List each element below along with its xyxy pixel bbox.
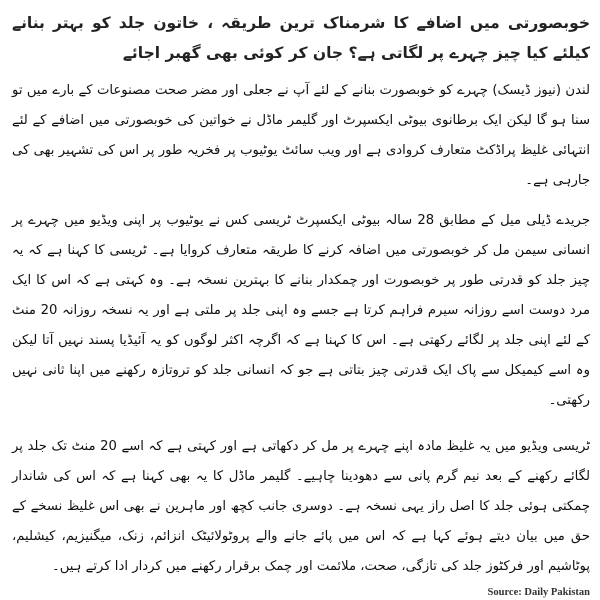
article-paragraph-3: ٹریسی ویڈیو میں یہ غلیظ مادہ اپنے چہرے پر مل کر دکھاتی ہے اور کہتی ہے کہ اسے 20 منٹ تک جلد پر لگائے رکھنے کے بعد نیم گرم پانی سے دھودینا چاہیے۔ گلیمر ماڈل کا یہ بھی کہنا ہے کہ اس کی شاندار چمکتی ہوئی جلد کا اصل راز یہی نسخہ ہے۔ دوسری جانب کچھ اور ماہرین نے بھی اس غلیظ نسخے کے حق میں بیان دیتے ہوئے کہا ہے کہ اس میں پائے جانے والے پروٹولائیٹک انزائم، زنک، میگنیزیم، کیشلیم، پوٹاشیم اور فرکٹوز جلد کی تازگی، صحت، ملائمت اور چمک برقرار رکھنے میں کردار ادا کرتے ہیں۔ [12, 439, 591, 574]
article-headline: خوبصورتی میں اضافے کا شرمناک ترین طریقہ ، خاتون جلد کو بہتر بنانے کیلئے کیا چیز چہرے پر لگاتی ہے؟ جان کر کوئی بھی گھبر اجائے [12, 14, 590, 62]
article-paragraph-1: لندن (نیوز ڈیسک) چہرے کو خوبصورت بنانے کے لئے آپ نے جعلی اور مضر صحت مصنوعات کے بارے میں تو سنا ہو گا لیکن ایک برطانوی بیوٹی ایکسپرٹ اور گلیمر ماڈل نے خواتین کی خوبصورتی میں اضافے کے لئے انتہائی غلیظ پراڈکٹ متعارف کروادی ہے اور ویب سائٹ یوٹیوب پر فخریہ طور پر اس کی تشہیر بھی کی جارہی ہے۔ [12, 83, 590, 188]
source-credit: Source: Daily Pakistan [487, 587, 590, 598]
article [12, 0, 590, 600]
article-paragraph-2: جریدے ڈیلی میل کے مطابق 28 سالہ بیوٹی ایکسپرٹ ٹریسی کس نے یوٹیوب پر اپنی ویڈیو میں چہرے پر انسانی سیمن مل کر خوبصورتی میں اضافہ کرنے کا طریقہ متعارف کروایا ہے۔ ٹریسی کا کہنا ہے کہ یہ چیز جلد کو قدرتی طور پر خوبصورت اور چمکدار بنانے کا بہترین نسخہ ہے۔ وہ کہتی ہے کہ اس کا ایک مرد دوست اسے روزانہ سیرم فراہم کرتا ہے جسے وہ اپنی جلد پر ملتی ہے اور یہ نسخہ روزانہ 20 منٹ کے لئے اپنی جلد پر لگائے رکھتی ہے۔ اس کا کہنا ہے کہ اگرچہ اکثر لوگوں کو یہ آئیڈیا پسند نہیں آتا لیکن وہ اسے کیمیکل سے پاک ایک قدرتی چیز بتاتی ہے جو کہ انسانی جلد کو تروتازہ رکھنے میں اپنا ثانی نہیں رکھتی۔ [12, 213, 591, 408]
